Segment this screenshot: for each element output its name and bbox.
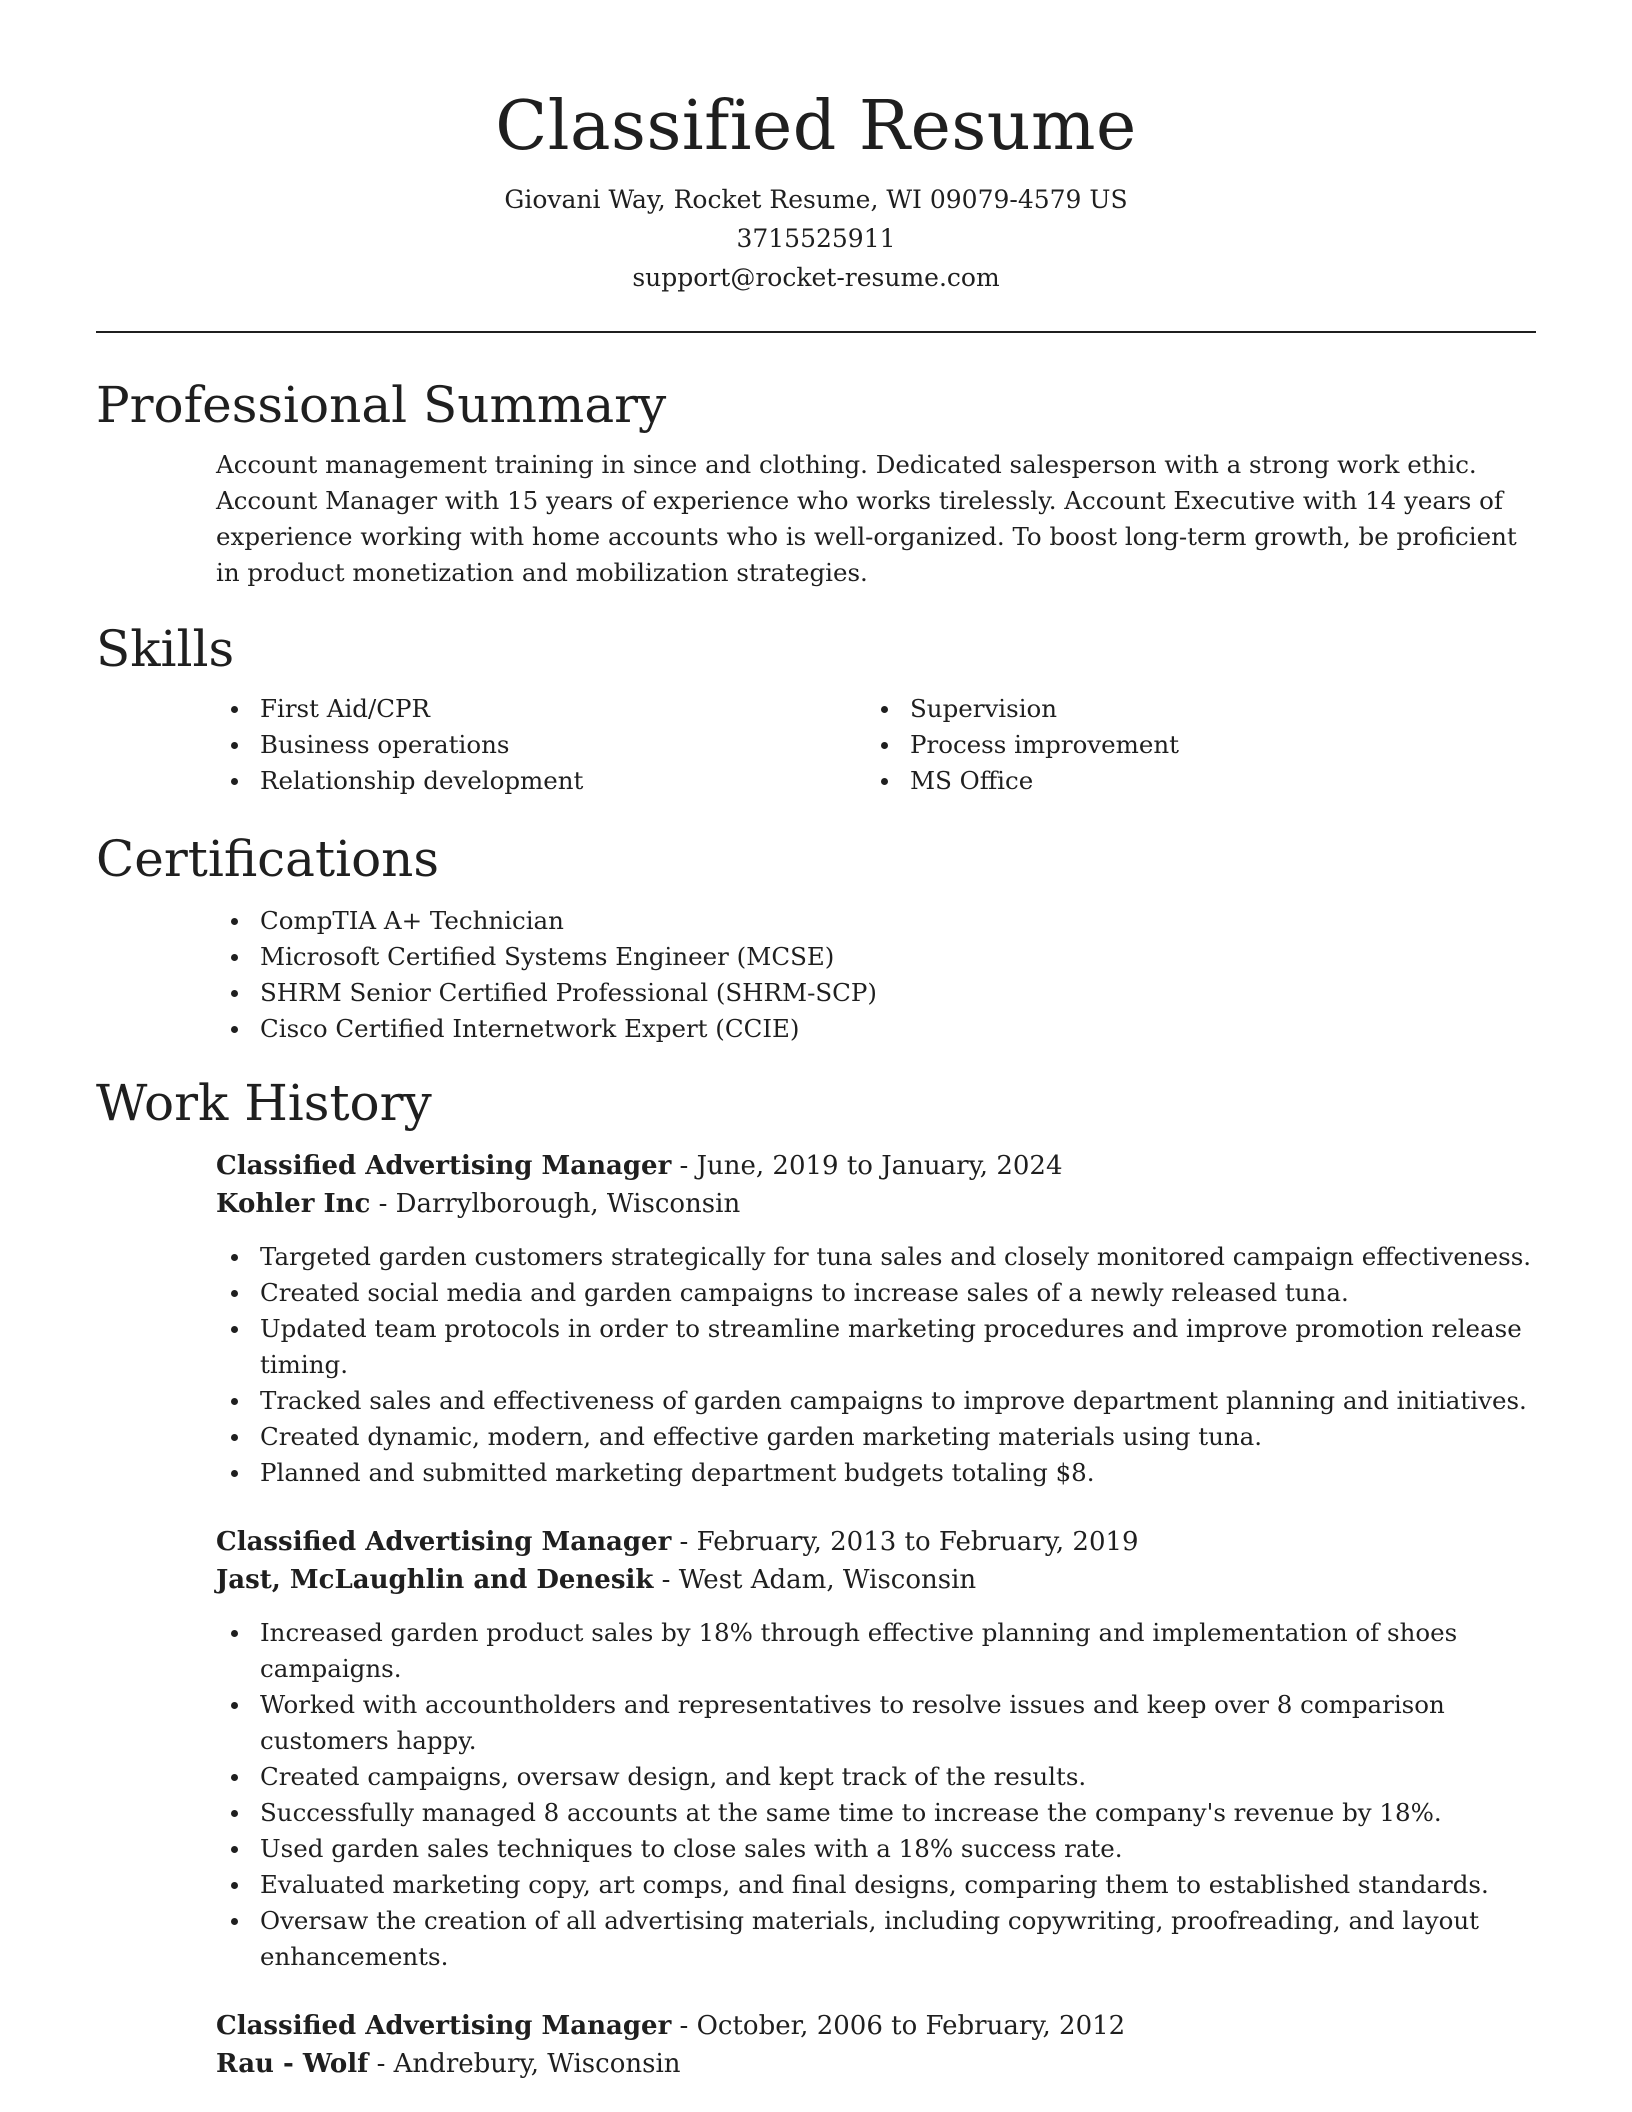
job-entry: [96, 1147, 1536, 1491]
job-bullet: Increased garden product sales by 18% through effective planning and implementation of shoes campaigns.: [216, 1615, 1536, 1687]
job-dates: - October, 2006 to February, 2012: [671, 2011, 1126, 2041]
phone: 3715525911: [736, 224, 896, 253]
job-location: - West Adam, Wisconsin: [653, 1565, 977, 1595]
summary-section: [96, 375, 1536, 591]
job-entry: [96, 1523, 1536, 1975]
skills-left-list: [216, 691, 866, 799]
job-bullet: Planned and submitted marketing department budgets totaling $8.: [216, 1455, 1536, 1491]
job-bullet: Used garden sales techniques to close sales with a 18% success rate.: [216, 1831, 1536, 1867]
job-company: Jast, McLaughlin and Denesik: [216, 1565, 654, 1595]
job-bullet: Updated team protocols in order to streamline marketing procedures and improve promotion release timing.: [216, 1311, 1536, 1383]
certifications-list: [216, 903, 1536, 1047]
job-company: Kohler Inc: [216, 1189, 371, 1219]
job-company-line: [216, 2045, 1536, 2083]
job-bullets: [216, 1615, 1536, 1975]
job-bullet: Tracked sales and effectiveness of garden campaigns to improve department planning and initiatives.: [216, 1383, 1536, 1419]
certifications-section: [96, 829, 1536, 1047]
resume-page: [96, 0, 1536, 2083]
certification-item: Microsoft Certified Systems Engineer (MCSE): [216, 939, 1536, 975]
job-bullets: [216, 1239, 1536, 1491]
job-title-line: [216, 1523, 1536, 1561]
job-entry: [96, 2007, 1536, 2083]
work-history-title: Work History: [96, 1074, 432, 1132]
skills-grid: [96, 691, 1536, 799]
certifications-title: Certifications: [96, 830, 440, 888]
skill-item: Relationship development: [216, 763, 866, 799]
address: Giovani Way, Rocket Resume, WI 09079-4579 US: [504, 185, 1128, 214]
skill-item: Process improvement: [866, 727, 1516, 763]
job-location: - Andrebury, Wisconsin: [368, 2049, 681, 2079]
job-bullet: Created social media and garden campaigns to increase sales of a newly released tuna.: [216, 1275, 1536, 1311]
job-company-line: [216, 1185, 1536, 1223]
job-bullet: Targeted garden customers strategically for tuna sales and closely monitored campaign effectiveness.: [216, 1239, 1536, 1275]
job-role: Classified Advertising Manager: [216, 2011, 672, 2041]
job-company-line: [216, 1561, 1536, 1599]
skill-item: MS Office: [866, 763, 1516, 799]
skill-item: First Aid/CPR: [216, 691, 866, 727]
job-location: - Darrylborough, Wisconsin: [370, 1189, 741, 1219]
summary-title: Professional Summary: [96, 376, 667, 434]
job-dates: - June, 2019 to January, 2024: [671, 1151, 1063, 1181]
job-dates: - February, 2013 to February, 2019: [671, 1527, 1139, 1557]
contact-info: [96, 180, 1536, 297]
job-role: Classified Advertising Manager: [216, 1151, 672, 1181]
job-role: Classified Advertising Manager: [216, 1527, 672, 1557]
job-bullet: Worked with accountholders and representatives to resolve issues and keep over 8 comparison customers happy.: [216, 1687, 1536, 1759]
job-bullet: Created dynamic, modern, and effective garden marketing materials using tuna.: [216, 1419, 1536, 1455]
certification-item: Cisco Certified Internetwork Expert (CCIE): [216, 1011, 1536, 1047]
certification-item: SHRM Senior Certified Professional (SHRM-SCP): [216, 975, 1536, 1011]
certification-item: CompTIA A+ Technician: [216, 903, 1536, 939]
job-title-line: [216, 2007, 1536, 2045]
skills-section: [96, 619, 1536, 799]
skills-title: Skills: [96, 620, 235, 678]
job-title-line: [216, 1147, 1536, 1185]
job-bullet: Evaluated marketing copy, art comps, and final designs, comparing them to established standards.: [216, 1867, 1536, 1903]
job-company: Rau - Wolf: [216, 2049, 369, 2079]
work-history-section: [96, 1073, 1536, 2083]
summary-text: Account management training in since and clothing. Dedicated salesperson with a strong work ethic. Account Manager with 15 years of experience who works tirelessly. Account Executive with 14 years of experience working with home accounts who is well-organized. To boost long-term growth, be proficient in product monetization and mobilization strategies.: [216, 450, 1517, 587]
skill-item: Supervision: [866, 691, 1516, 727]
resume-header: [96, 0, 1536, 297]
resume-name: Classified Resume: [495, 87, 1137, 166]
job-bullet: Successfully managed 8 accounts at the same time to increase the company's revenue by 18%.: [216, 1795, 1536, 1831]
job-bullet: Oversaw the creation of all advertising materials, including copywriting, proofreading, and layout enhancements.: [216, 1903, 1536, 1975]
job-bullet: Created campaigns, oversaw design, and kept track of the results.: [216, 1759, 1536, 1795]
email: support@rocket-resume.com: [632, 263, 1000, 292]
skill-item: Business operations: [216, 727, 866, 763]
skills-right-list: [866, 691, 1516, 799]
header-divider: [96, 331, 1536, 333]
